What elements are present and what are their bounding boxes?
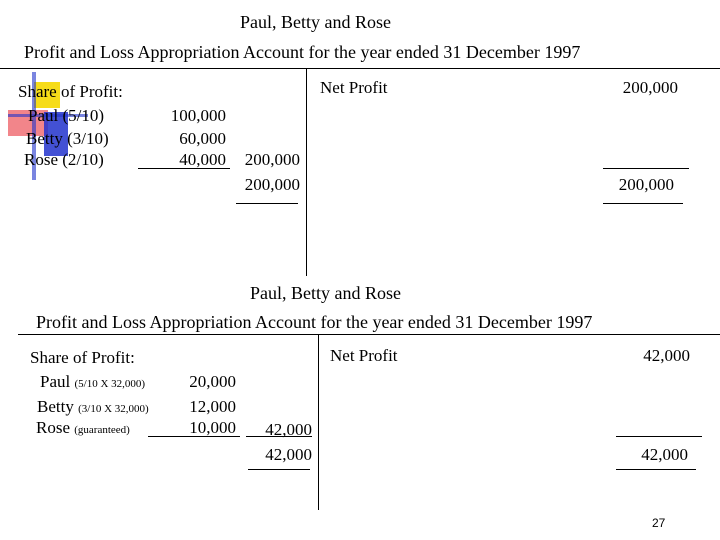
account1-credit-total: 200,000 (618, 175, 674, 194)
account2-credit-total-rule (616, 469, 696, 470)
account1-divider (306, 68, 307, 276)
account2-row-amount: 10,000 (189, 418, 236, 437)
account2-row-name: Rose (36, 418, 70, 437)
account1-credit-total-rule (603, 203, 683, 204)
account2-row-note: (5/10 X 32,000) (74, 378, 146, 390)
account2-row-note: (3/10 X 32,000) (78, 403, 149, 415)
account1-credit-underline (603, 168, 689, 169)
account1-debit-total-rule (236, 203, 298, 204)
account1-row-name: Paul (5/10) (28, 106, 105, 125)
account1-top-rule (0, 68, 720, 69)
account1-debit-total: 200,000 (244, 175, 300, 194)
account1-row-name: Rose (2/10) (24, 150, 104, 169)
account2-net-profit-amount: 42,000 (643, 346, 690, 365)
account2-debit-total-rule (248, 469, 310, 470)
account1-debit-subtotal: 200,000 (244, 150, 300, 169)
account2-row-label (36, 418, 130, 440)
account2-net-profit-label: Net Profit (330, 346, 398, 365)
account2-row-note: (guaranteed) (74, 424, 130, 436)
account2-share-heading: Share of Profit: (30, 348, 135, 367)
account1-row-amount: 40,000 (179, 150, 226, 169)
account2-row-label (40, 372, 145, 394)
account2-row-amount: 12,000 (189, 397, 236, 416)
account2-row-name: Paul (40, 372, 71, 391)
account2-debit-subtotal: 42,000 (265, 420, 312, 439)
account2-title: Profit and Loss Appropriation Account for the year ended 31 December 1997 (36, 312, 593, 332)
account1-row-amount: 60,000 (179, 129, 226, 148)
account2-row-label (37, 397, 149, 419)
page-number: 27 (652, 516, 666, 530)
account2-credit-total: 42,000 (641, 445, 688, 464)
account1-row-name: Betty (3/10) (26, 129, 109, 148)
account1-row-amount: 100,000 (170, 106, 226, 125)
account2-row-amount: 20,000 (189, 372, 236, 391)
account1-firm-name: Paul, Betty and Rose (240, 12, 391, 32)
account2-row-name: Betty (37, 397, 74, 416)
account2-divider (318, 334, 319, 510)
account2-top-rule (18, 334, 720, 335)
account1-net-profit-amount: 200,000 (622, 78, 678, 97)
account2-credit-underline (616, 436, 702, 437)
account2-firm-name: Paul, Betty and Rose (250, 283, 401, 303)
account2-debit-total: 42,000 (265, 445, 312, 464)
account1-title: Profit and Loss Appropriation Account for the year ended 31 December 1997 (24, 42, 581, 62)
account1-net-profit-label: Net Profit (320, 78, 388, 97)
account1-share-heading: Share of Profit: (18, 82, 123, 101)
